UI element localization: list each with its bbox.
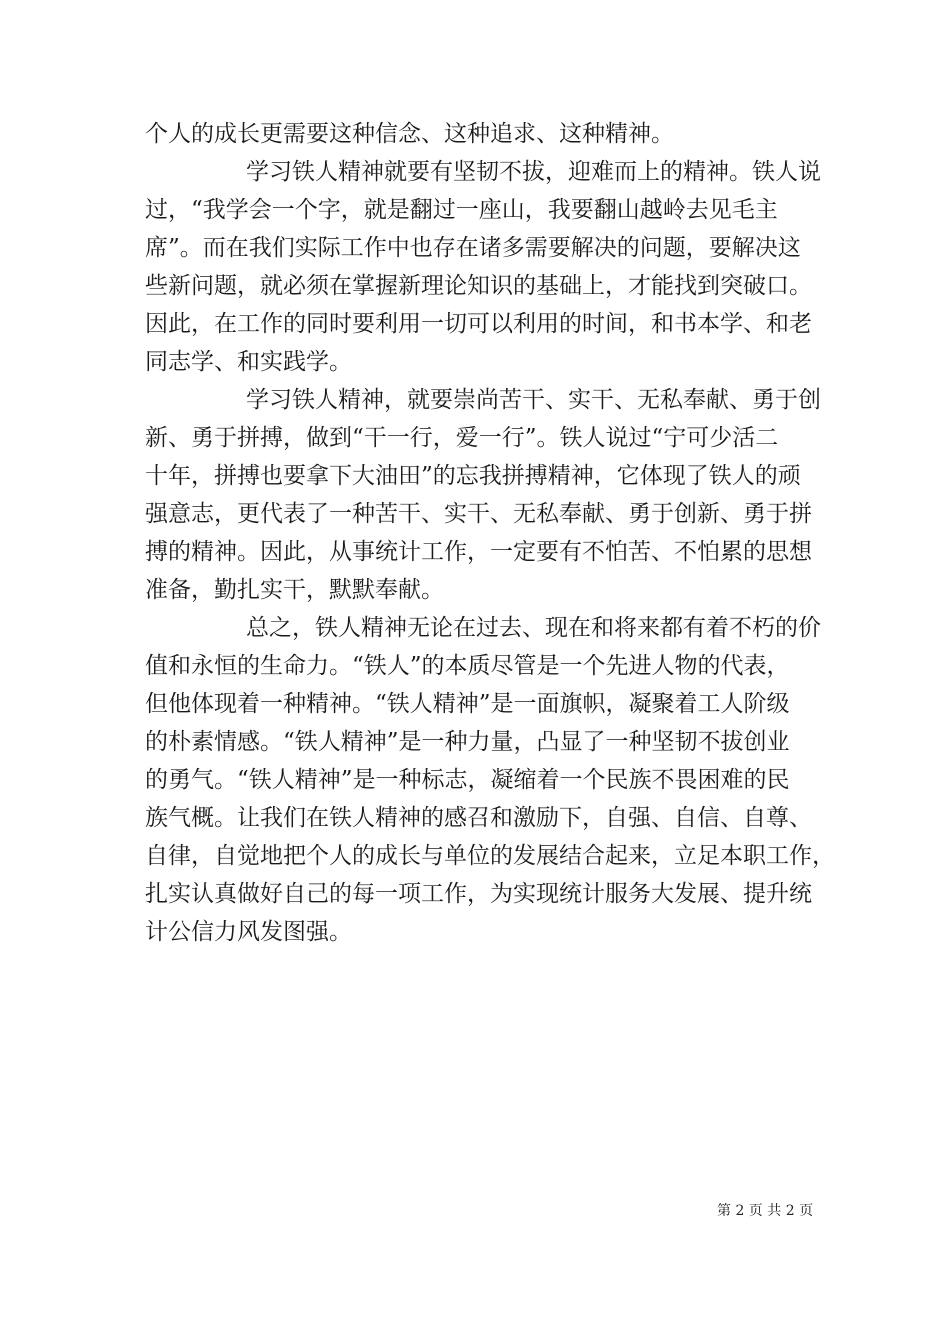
text-line-16: 但他体现着一种精神。“铁人精神”是一面旗帜，凝聚着工人阶级 [145,691,790,717]
text-line-12: 搏的精神。因此，从事统计工作，一定要有不怕苦、不怕累的思想 [145,539,812,565]
text-line-8: 学习铁人精神，就要崇尚苦干、实干、无私奉献、勇于创 [246,387,821,413]
text-line-15: 值和永恒的生命力。“铁人”的本质尽管是一个先进人物的代表， [145,653,790,679]
text-line-5: 些新问题，就必须在掌握新理论知识的基础上，才能找到突破口。 [145,273,812,299]
text-line-9: 新、勇于拼搏，做到“干一行，爱一行”。铁人说过“宁可少活二 [145,425,779,451]
text-line-3: 过，“我学会一个字，就是翻过一座山，我要翻山越岭去见毛主 [145,197,778,223]
text-line-13: 准备，勤扎实干，默默奉献。 [145,577,444,603]
text-line-14: 总之，铁人精神无论在过去、现在和将来都有着不朽的价 [246,615,821,641]
text-line-4: 席”。而在我们实际工作中也存在诸多需要解决的问题，要解决这 [145,235,801,261]
text-line-6: 因此，在工作的同时要利用一切可以利用的时间，和书本学、和老 [145,311,812,337]
text-line-7: 同志学、和实践学。 [145,349,352,375]
text-line-1: 个人的成长更需要这种信念、这种追求、这种精神。 [145,121,674,147]
text-line-18: 的勇气。“铁人精神”是一种标志，凝缩着一个民族不畏困难的民 [145,767,790,793]
text-line-11: 强意志，更代表了一种苦干、实干、无私奉献、勇于创新、勇于拼 [145,501,812,527]
text-line-19: 族气概。让我们在铁人精神的感召和激励下，自强、自信、自尊、 [145,805,812,831]
text-line-17: 的朴素情感。“铁人精神”是一种力量，凸显了一种坚韧不拔创业 [145,729,790,755]
text-line-21: 扎实认真做好自己的每一项工作，为实现统计服务大发展、提升统 [145,881,812,907]
text-line-20: 自律，自觉地把个人的成长与单位的发展结合起来，立足本职工作， [145,843,835,869]
page-number-footer: 第 2 页 共 2 页 [717,1203,814,1219]
text-line-10: 十年，拼搏也要拿下大油田”的忘我拼搏精神，它体现了铁人的顽 [145,463,801,489]
text-line-22: 计公信力风发图强。 [145,919,352,945]
text-line-2: 学习铁人精神就要有坚韧不拔，迎难而上的精神。铁人说 [246,159,821,185]
